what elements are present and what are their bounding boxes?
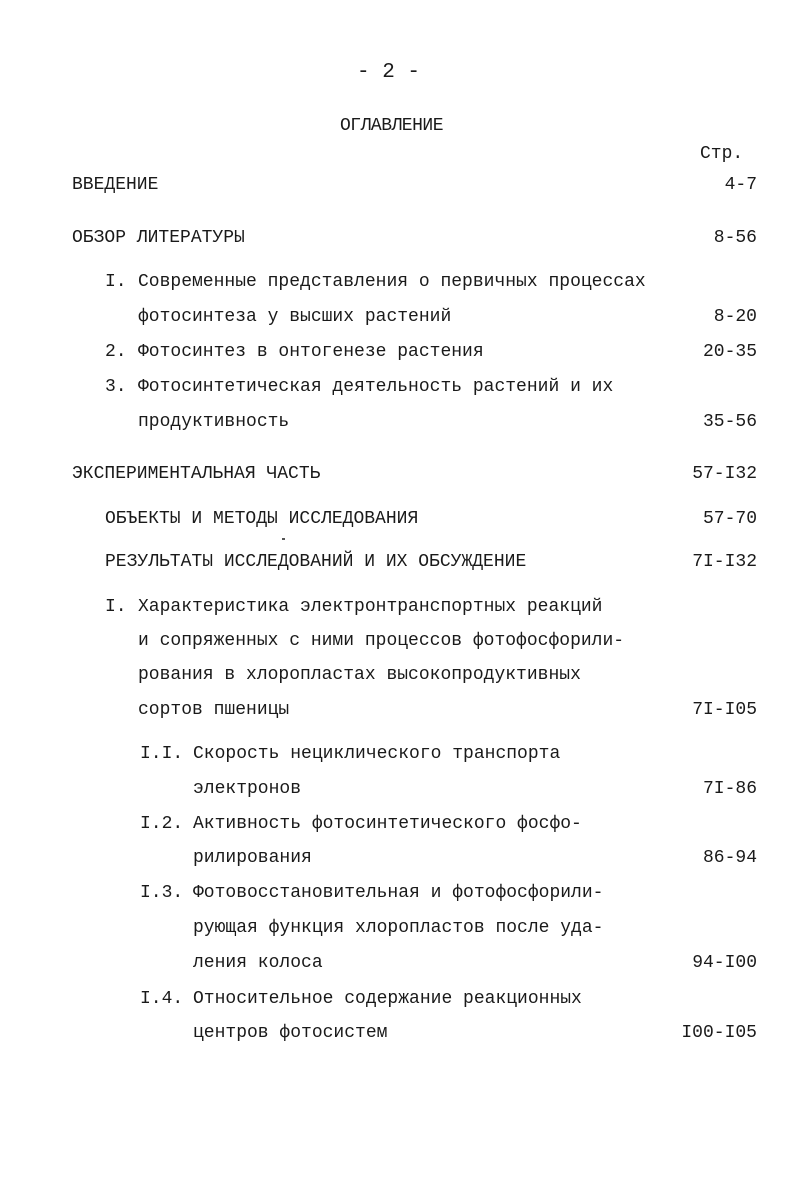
toc-entry-line: и сопряженных с ними процессов фотофосфорили- bbox=[138, 631, 625, 651]
toc-entry-number: I.3. bbox=[140, 883, 184, 903]
toc-entry-number: 2. bbox=[105, 342, 127, 362]
toc-entry-line: рующая функция хлоропластов после уда- bbox=[193, 918, 604, 938]
toc-entry-pages: 57-70 bbox=[702, 509, 757, 529]
page-number: - 2 - bbox=[357, 61, 421, 84]
toc-entry-line: продуктивность bbox=[138, 412, 290, 432]
toc-entry-line: Характеристика электронтранспортных реакций bbox=[138, 597, 603, 617]
toc-entry-line: центров фотосистем bbox=[193, 1023, 388, 1043]
toc-entry-pages: 57-I32 bbox=[692, 464, 757, 484]
toc-entry-pages: 8-20 bbox=[713, 307, 757, 327]
toc-entry-objects-methods: ОБЪЕКТЫ И МЕТОДЫ ИССЛЕДОВАНИЯ bbox=[105, 509, 419, 529]
toc-entry-line: Фотовосстановительная и фотофосфорили- bbox=[193, 883, 604, 903]
toc-entry-pages: 4-7 bbox=[724, 175, 757, 195]
toc-entry-pages: 86-94 bbox=[702, 848, 757, 868]
toc-entry-pages: 8-56 bbox=[713, 228, 757, 248]
toc-entry-line: Фотосинтез в онтогенезе растения bbox=[138, 342, 484, 362]
scan-speck bbox=[282, 538, 285, 540]
toc-entry-pages: 7I-I05 bbox=[692, 700, 757, 720]
toc-entry-number: I.4. bbox=[140, 989, 184, 1009]
toc-entry-line: фотосинтеза у высших растений bbox=[138, 307, 452, 327]
toc-entry-line: рования в хлоропластах высокопродуктивных bbox=[138, 665, 581, 685]
toc-entry-pages: 20-35 bbox=[702, 342, 757, 362]
toc-entry-number: I.2. bbox=[140, 814, 184, 834]
toc-entry-results: РЕЗУЛЬТАТЫ ИССЛЕДОВАНИЙ И ИХ ОБСУЖДЕНИЕ bbox=[105, 552, 527, 572]
toc-entry-line: Фотосинтетическая деятельность растений и их bbox=[138, 377, 614, 397]
toc-entry-pages: 7I-I32 bbox=[692, 552, 757, 572]
page-title: ОГЛАВЛЕНИЕ bbox=[340, 116, 444, 136]
toc-entry-line: Относительное содержание реакционных bbox=[193, 989, 582, 1009]
toc-entry-number: I. bbox=[105, 272, 127, 292]
toc-entry-line: ления колоса bbox=[193, 953, 323, 973]
toc-entry-literature-review: ОБЗОР ЛИТЕРАТУРЫ bbox=[72, 228, 245, 248]
toc-entry-line: Активность фотосинтетического фосфо- bbox=[193, 814, 582, 834]
toc-entry-number: 3. bbox=[105, 377, 127, 397]
page-column-header: Стр. bbox=[700, 144, 744, 164]
toc-entry-pages: I00-I05 bbox=[681, 1023, 757, 1043]
toc-entry-pages: 94-I00 bbox=[692, 953, 757, 973]
toc-entry-line: Скорость нециклического транспорта bbox=[193, 744, 561, 764]
toc-entry-line: электронов bbox=[193, 779, 302, 799]
toc-entry-line: сортов пшеницы bbox=[138, 700, 290, 720]
toc-entry-experimental-part: ЭКСПЕРИМЕНТАЛЬНАЯ ЧАСТЬ bbox=[72, 464, 321, 484]
toc-entry-number: I. bbox=[105, 597, 127, 617]
toc-entry-number: I.I. bbox=[140, 744, 184, 764]
toc-entry-introduction: ВВЕДЕНИЕ bbox=[72, 175, 159, 195]
toc-entry-pages: 35-56 bbox=[702, 412, 757, 432]
toc-entry-line: рилирования bbox=[193, 848, 312, 868]
toc-entry-line: Современные представления о первичных процессах bbox=[138, 272, 646, 292]
toc-entry-pages: 7I-86 bbox=[702, 779, 757, 799]
